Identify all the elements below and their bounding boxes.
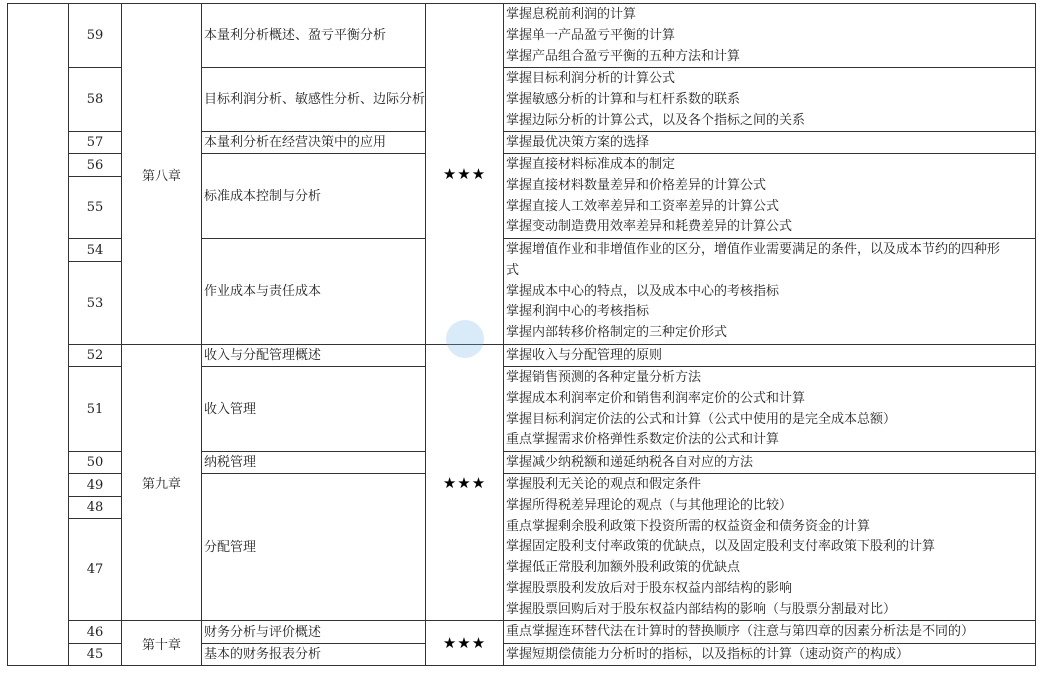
requirements-cell <box>503 238 1036 345</box>
row-number: 57 <box>68 131 122 154</box>
topic-cell <box>201 366 426 452</box>
topic-cell <box>201 131 426 154</box>
topic-title: 目标利润分析、敏感性分析、边际分析 <box>204 92 426 107</box>
requirement-line: 重点掌握需求价格弹性系数定价法的公式和计算 <box>506 432 780 448</box>
topic-cell <box>201 473 426 621</box>
row-number: 46 <box>68 620 122 644</box>
requirement-line: 掌握目标利润定价法的公式和计算（公式中使用的是完全成本总额） <box>506 411 897 427</box>
requirement-line: 掌握股票股利发放后对于股东权益内部结构的影响 <box>506 580 793 596</box>
chapter-cell: 第八章 <box>121 3 202 345</box>
requirement-line: 掌握收入与分配管理的原则 <box>506 348 663 363</box>
row-number: 50 <box>68 451 122 474</box>
requirement-line: 掌握变动制造费用效率差异和耗费差异的计算公式 <box>506 219 793 235</box>
topic-title: 基本的财务报表分析 <box>204 647 322 662</box>
importance-stars: ★★★ <box>425 3 504 345</box>
topic-cell <box>201 620 426 644</box>
row-number: 47 <box>68 518 122 621</box>
topic-cell <box>201 451 426 474</box>
requirement-line: 掌握所得税差异理论的观点（与其他理论的比较） <box>506 497 793 513</box>
row-number: 48 <box>68 496 122 519</box>
requirements-cell <box>503 451 1036 474</box>
requirement-line: 掌握低正常股利加额外股利政策的优缺点 <box>506 560 741 576</box>
row-number: 56 <box>68 153 122 177</box>
requirement-line: 掌握增值作业和非增值作业的区分，增值作业需要满足的条件，以及成本节约的四种形 <box>506 242 1001 257</box>
chapter-cell: 第九章 <box>121 344 202 621</box>
requirement-line: 掌握减少纳税额和递延纳税各自对应的方法 <box>506 455 754 470</box>
requirement-line: 掌握销售预测的各种定量分析方法 <box>506 370 702 385</box>
requirement-line: 掌握直接人工效率差异和工资率差异的计算公式 <box>506 198 780 214</box>
requirement-line: 掌握股票回购后对于股东权益内部结构的影响（与股票分割最对比） <box>506 601 897 617</box>
row-number: 54 <box>68 238 122 262</box>
topic-cell <box>201 238 426 345</box>
topic-title: 本量利分析在经营决策中的应用 <box>204 135 387 150</box>
requirement-line: 掌握产品组合盈亏平衡的五种方法和计算 <box>506 48 741 64</box>
row-number: 52 <box>68 344 122 367</box>
requirement-line: 掌握成本利润率定价和销售利润率定价的公式和计算 <box>506 390 806 406</box>
requirement-line: 掌握利润中心的考核指标 <box>506 304 650 320</box>
requirements-cell <box>503 153 1036 239</box>
topic-title: 标准成本控制与分析 <box>204 188 322 204</box>
row-number: 51 <box>68 366 122 452</box>
topic-cell <box>201 344 426 367</box>
row-number: 53 <box>68 261 122 345</box>
requirement-line: 掌握敏感分析的计算和与杠杆系数的联系 <box>506 91 741 107</box>
topic-title: 分配管理 <box>204 539 257 555</box>
requirement-line: 掌握成本中心的特点，以及成本中心的考核指标 <box>506 283 780 299</box>
topic-title: 本量利分析概述、盈亏平衡分析 <box>204 28 387 43</box>
topic-title: 纳税管理 <box>204 455 257 470</box>
requirement-line: 重点掌握连环替代法在计算时的替换顺序（注意与第四章的因素分析法是不同的） <box>506 624 975 639</box>
requirements-cell <box>503 620 1036 644</box>
requirement-line: 掌握目标利润分析的计算公式 <box>506 71 676 86</box>
topic-cell <box>201 3 426 68</box>
topic-cell <box>201 67 426 132</box>
requirements-cell <box>503 67 1036 132</box>
requirement-line: 掌握单一产品盈亏平衡的计算 <box>506 27 676 43</box>
row-number: 45 <box>68 643 122 666</box>
requirement-line: 掌握直接材料数量差异和价格差异的计算公式 <box>506 177 767 193</box>
topic-cell <box>201 643 426 666</box>
requirement-line: 重点掌握剩余股利政策下投资所需的权益资金和债务资金的计算 <box>506 518 871 534</box>
requirement-line: 掌握股利无关论的观点和假定条件 <box>506 477 702 492</box>
requirements-cell <box>503 473 1036 621</box>
blank-column <box>7 3 69 666</box>
chapter-cell: 第十章 <box>121 620 202 666</box>
topic-cell <box>201 153 426 239</box>
requirements-cell <box>503 366 1036 452</box>
requirements-cell <box>503 131 1036 154</box>
requirement-line: 掌握内部转移价格制定的三种定价形式 <box>506 325 728 341</box>
requirements-cell <box>503 3 1036 68</box>
importance-stars: ★★★ <box>425 344 504 621</box>
topic-title: 收入管理 <box>204 401 257 417</box>
row-number: 58 <box>68 67 122 132</box>
topic-title: 财务分析与评价概述 <box>204 624 322 640</box>
requirements-cell <box>503 344 1036 367</box>
requirement-line: 掌握直接材料标准成本的制定 <box>506 157 676 172</box>
importance-stars: ★★★ <box>425 620 504 666</box>
requirements-cell <box>503 643 1036 666</box>
row-number: 55 <box>68 176 122 239</box>
requirement-line: 式 <box>506 262 520 278</box>
requirement-line: 掌握息税前利润的计算 <box>506 7 637 22</box>
row-number: 59 <box>68 3 122 68</box>
requirement-line: 掌握短期偿债能力分析时的指标，以及指标的计算（速动资产的构成） <box>506 647 910 662</box>
requirement-line: 掌握最优决策方案的选择 <box>506 135 650 150</box>
requirement-line: 掌握固定股利支付率政策的优缺点，以及固定股利支付率政策下股利的计算 <box>506 539 936 555</box>
requirement-line: 掌握边际分析的计算公式，以及各个指标之间的关系 <box>506 112 806 128</box>
topic-title: 收入与分配管理概述 <box>204 348 322 363</box>
row-number: 49 <box>68 473 122 497</box>
topic-title: 作业成本与责任成本 <box>204 284 322 299</box>
